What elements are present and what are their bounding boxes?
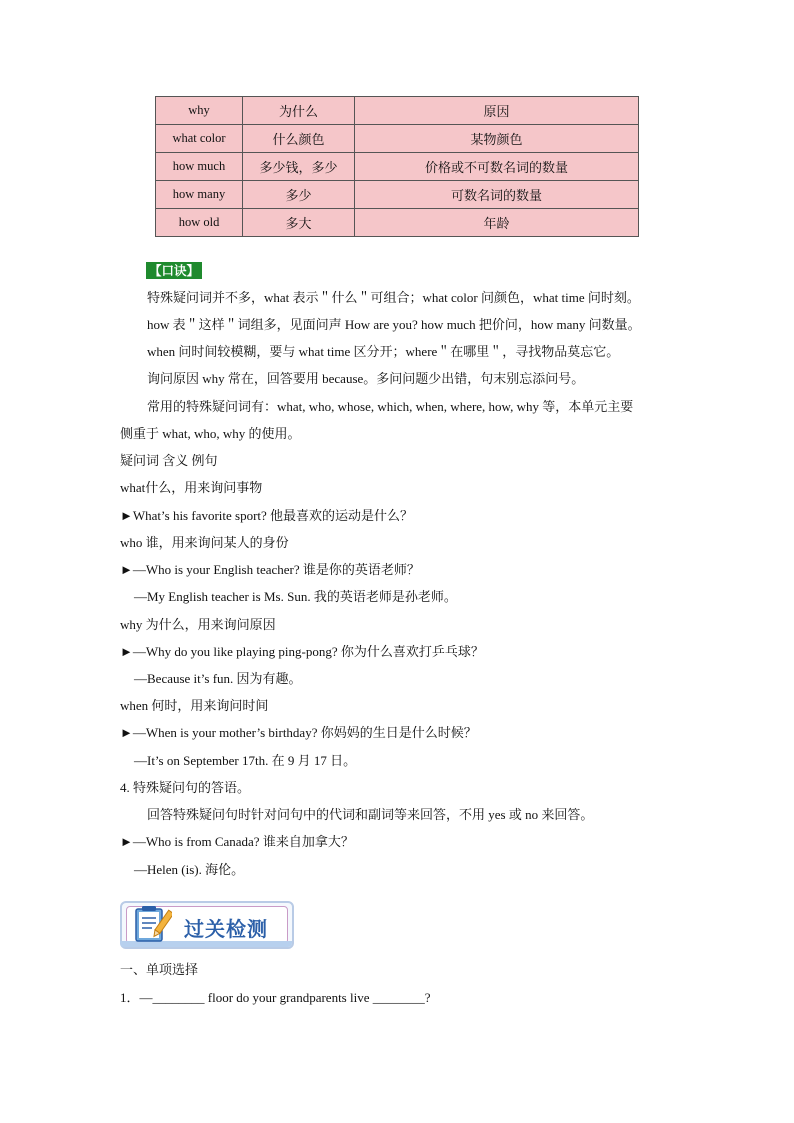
when-heading: when 何时，用来询问时间 [120,698,269,713]
table-cell: why [156,97,243,125]
example-answer-line: —It’s on September 17th. 在 9 月 17 日。 [134,753,357,768]
example-answer-line: —My English teacher is Ms. Sun. 我的英语老师是孙老师。 [134,589,457,604]
table-cell: how many [156,181,243,209]
paragraph-line: 侧重于 what, who, why 的使用。 [120,426,301,441]
table-row [156,153,639,181]
table-cell: 多少钱，多少 [243,153,355,181]
koujue-label: 【口诀】 [146,262,202,279]
example-line: ►—Who is your English teacher? 谁是你的英语老师？ [120,562,420,577]
table-cell: 原因 [355,97,639,125]
column-header-line: 疑问词 含义 例句 [120,453,218,468]
what-heading: what什么，用来询问事物 [120,480,263,495]
mnemonic-line-3: when 问时间较模糊，要与 what time 区分开；where＂在哪里＂，寻找物品莫忘它。 [147,344,620,359]
mnemonic-line-4: 询问原因 why 常在，回答要用 because。多问问题少出错，句末别忘添问号。 [147,371,585,386]
example-line: ►—When is your mother’s birthday? 你妈妈的生日是什么时候？ [120,725,477,740]
table-cell: 什么颜色 [243,125,355,153]
mnemonic-line-1: 特殊疑问词并不多，what 表示＂什么＂可组合；what color 问颜色，what time 问时刻。 [147,290,640,305]
table-row [156,125,639,153]
example-line: ►—Who is from Canada? 谁来自加拿大？ [120,834,354,849]
example-answer-line: —Helen (is). 海伦。 [134,862,245,877]
table-row [156,209,639,237]
example-answer-line: —Because it’s fun. 因为有趣。 [134,671,302,686]
table-cell: how much [156,153,243,181]
table-cell: 年龄 [355,209,639,237]
section-banner [120,897,292,949]
exercise-section-heading: 一、单项选择 [120,963,199,978]
paragraph-line: 回答特殊疑问句时针对问句中的代词和副词等来回答，不用 yes 或 no 来回答。 [147,807,594,822]
table-cell: 某物颜色 [355,125,639,153]
table-cell: 价格或不可数名词的数量 [355,153,639,181]
question-1: 1．—________ floor do your grandparents live ________? [120,990,431,1005]
why-heading: why 为什么，用来询问原因 [120,617,276,632]
example-line: ►What’s his favorite sport? 他最喜欢的运动是什么？ [120,508,414,523]
banner-title: 过关检测 [184,917,268,941]
table-cell: how old [156,209,243,237]
table-cell: 多少 [243,181,355,209]
table-cell: 多大 [243,209,355,237]
table-cell: 为什么 [243,97,355,125]
section-heading: 4. 特殊疑问句的答语。 [120,780,251,795]
who-heading: who 谁，用来询问某人的身份 [120,535,289,550]
table-cell: 可数名词的数量 [355,181,639,209]
table-row [156,97,639,125]
example-line: ►—Why do you like playing ping-pong? 你为什么喜欢打乒乓球？ [120,644,484,659]
mnemonic-line-2: how 表＂这样＂词组多，见面问声 How are you? how much 把价问，how many 问数量。 [147,317,641,332]
notepad-pencil-icon [132,903,172,945]
question-word-table [155,96,639,237]
table-cell: what color [156,125,243,153]
paragraph-line: 常用的特殊疑问词有：what, who, whose, which, when, where, how, why 等，本单元主要 [147,399,634,414]
table-row [156,181,639,209]
